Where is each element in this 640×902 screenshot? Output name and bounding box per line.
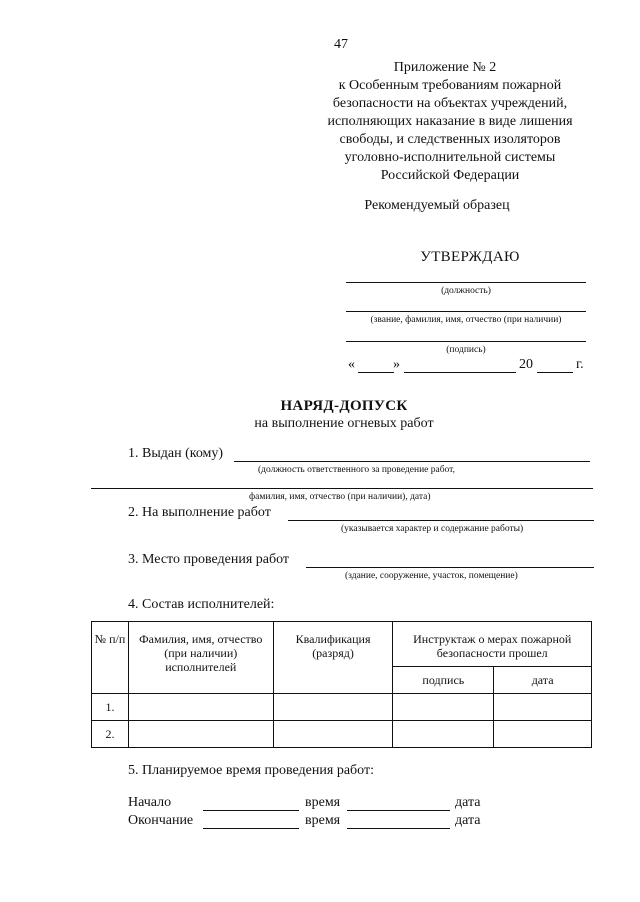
month-line [404,372,516,373]
row-number: 1. [92,694,129,721]
issued-line-2 [91,488,593,489]
appendix-line: исполняющих наказание в виде лишения [327,114,573,129]
header-sign-text: подпись [422,673,465,687]
end-date-line[interactable] [203,828,299,829]
year-line [537,372,573,373]
appendix-line: безопасности на объектах учреждений, [332,96,568,111]
header-date [494,667,592,694]
table-row [92,694,592,721]
name-caption: (звание, фамилия, имя, отчество (при наличии) [370,315,562,325]
staff-table [91,621,592,748]
header-sign [393,667,494,694]
doc-subtitle: на выполнение огневых работ [254,416,434,431]
appendix-line: уголовно-исполнительной системы [344,150,556,165]
signature-caption: (подпись) [446,345,486,355]
signature-line [346,341,586,342]
date-close-quote: » [393,357,400,372]
day-line [358,372,394,373]
place-label: 3. Место проведения работ [128,552,290,567]
staff-label: 4. Состав исполнителей: [128,597,275,612]
appendix-line: к Особенным требованиям пожарной [338,78,562,93]
place-caption: (здание, сооружение, участок, помещение) [345,571,518,581]
header-num [92,622,129,694]
table-row [92,721,592,748]
issued-caption-1: (должность ответственного за проведение работ, [258,465,455,475]
start-time-label: время [305,795,341,810]
position-line [346,282,586,283]
header-name [128,622,273,694]
row-cell[interactable] [393,694,494,721]
name-line [346,311,586,312]
row-cell[interactable] [273,721,393,748]
approve-title: УТВЕРЖДАЮ [420,249,520,265]
start-time-line[interactable] [347,810,450,811]
header-name-text: Фамилия, имя, отчество (при наличии) исполнителей [139,632,263,674]
appendix-block [300,59,600,185]
end-time-line[interactable] [347,828,450,829]
position-caption: (должность) [441,286,491,296]
row-cell[interactable] [393,721,494,748]
appendix-line: свободы, и следственных изоляторов [339,132,561,147]
start-label: Начало [128,795,172,810]
row-number: 2. [92,721,129,748]
row-cell[interactable] [494,694,592,721]
issued-line [234,461,590,462]
doc-title: НАРЯД-ДОПУСК [280,398,408,414]
header-instr [393,622,592,667]
work-caption: (указывается характер и содержание работы) [341,524,524,534]
start-date-line[interactable] [203,810,299,811]
start-date-label: дата [455,795,481,810]
header-qual [273,622,393,694]
row-cell[interactable] [494,721,592,748]
row-cell[interactable] [128,694,273,721]
header-qual-text: Квалификация (разряд) [295,632,371,660]
end-date-label: дата [455,813,481,828]
header-instr-text: Инструктаж о мерах пожарной безопасности прошел [413,632,572,660]
header-num-text: № п/п [94,632,126,646]
header-date-text: дата [531,673,554,687]
appendix-title: Приложение № 2 [393,60,497,75]
date-open-quote: « [348,357,355,372]
work-label: 2. На выполнение работ [128,505,271,520]
row-cell[interactable] [128,721,273,748]
row-cell[interactable] [273,694,393,721]
issued-label: 1. Выдан (кому) [128,446,224,461]
year-prefix: 20 [519,357,533,372]
issued-caption-2: фамилия, имя, отчество (при наличии), дата) [249,492,431,502]
sample-label: Рекомендуемый образец [364,198,510,213]
work-line [288,520,594,521]
planned-label: 5. Планируемое время проведения работ: [128,763,374,778]
place-line [306,567,594,568]
appendix-line: Российской Федерации [380,168,520,183]
end-time-label: время [305,813,341,828]
page-number: 47 [334,37,348,52]
end-label: Окончание [128,813,194,828]
year-suffix: г. [576,357,584,372]
